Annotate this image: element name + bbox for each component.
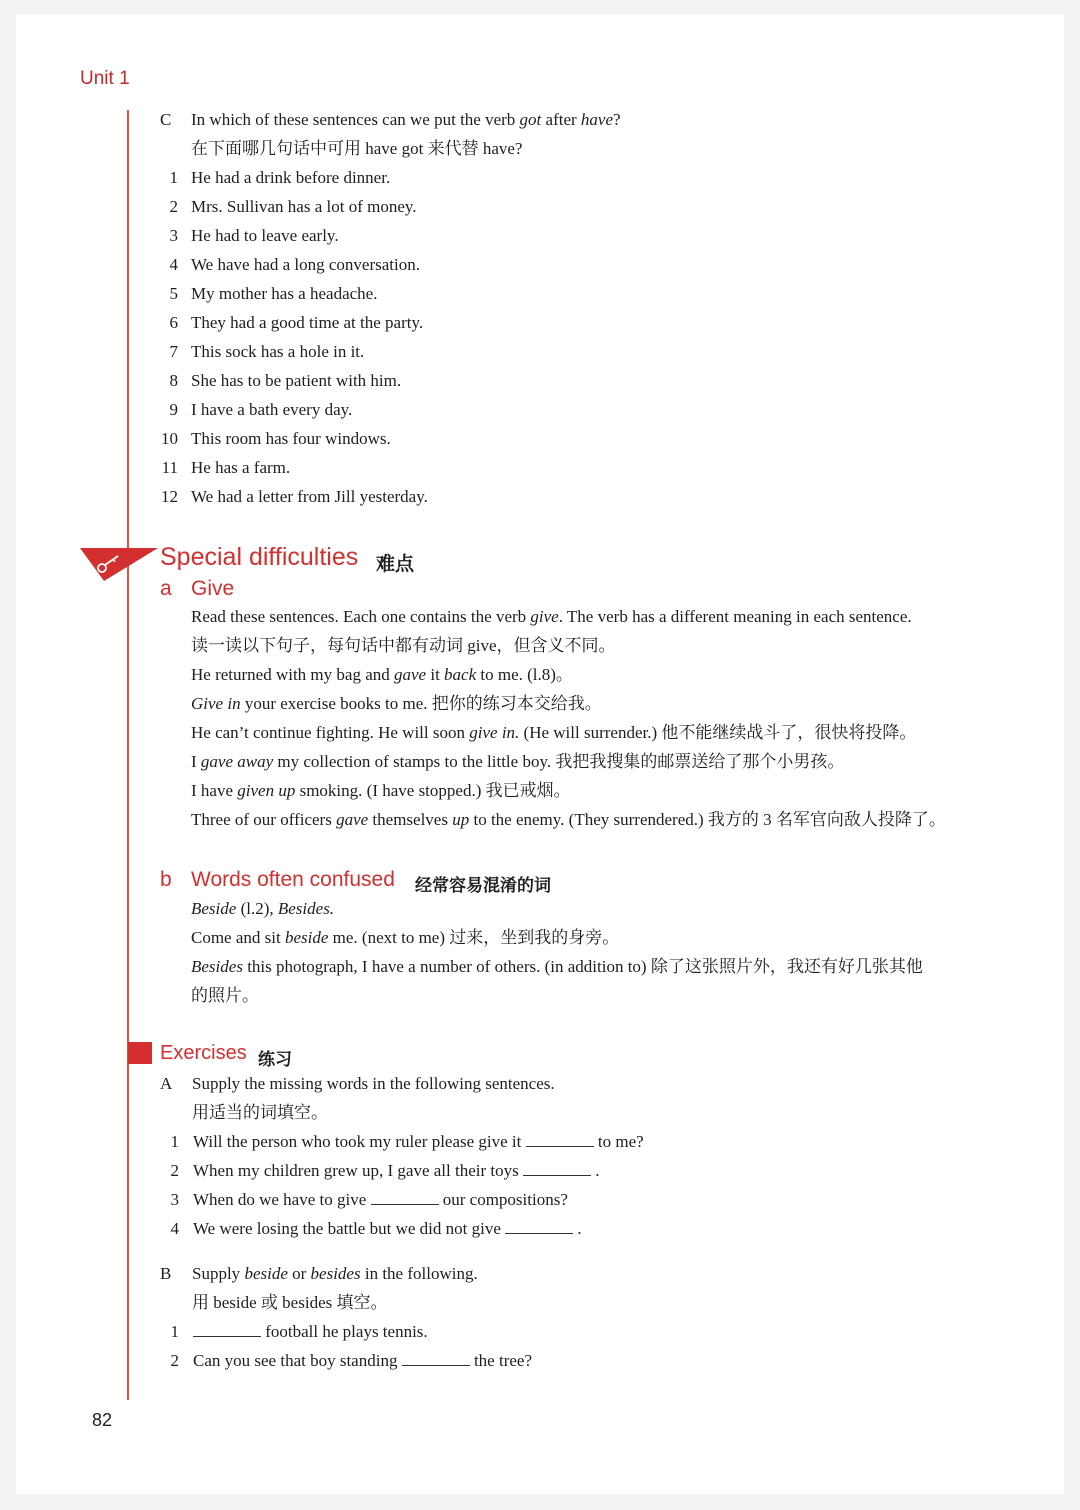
exercise-b-letter: B	[160, 1264, 172, 1283]
item-text: We had a letter from Jill yesterday.	[191, 487, 428, 506]
item-number: 12	[161, 487, 178, 506]
item-number: 7	[169, 342, 178, 361]
answer-blank[interactable]	[523, 1161, 591, 1176]
give-example-1: He returned with my bag and gave it back to me. (l.8)。	[191, 665, 573, 684]
item-text: My mother has a headache.	[191, 284, 378, 303]
give-heading: Give	[191, 577, 235, 600]
exercise-b-instruction: Supply beside or besides in the following.	[192, 1264, 478, 1283]
item-text: We have had a long conversation.	[191, 255, 420, 274]
item-number: 5	[169, 284, 178, 303]
section-c-letter: C	[160, 110, 172, 129]
item-text: This room has four windows.	[191, 429, 391, 448]
item-text: football he plays tennis.	[193, 1322, 428, 1342]
give-letter: a	[160, 577, 172, 600]
exercises-heading-cn: 练习	[258, 1050, 292, 1069]
words-confused-letter: b	[160, 868, 172, 891]
item-text: We were losing the battle but we did not give .	[193, 1219, 582, 1238]
words-confused-heading: Words often confused	[191, 868, 395, 891]
item-number: 9	[169, 400, 178, 419]
besides-example: Besides this photograph, I have a number of others. (in addition to) 除了这张照片外，我还有好几张其他	[191, 957, 923, 976]
unit-label: Unit 1	[80, 68, 130, 89]
item-text: This sock has a hole in it.	[191, 342, 365, 361]
item-text: He has a farm.	[191, 458, 291, 477]
exercise-a-letter: A	[160, 1074, 173, 1093]
item-number: 4	[169, 255, 178, 274]
give-example-6: Three of our officers gave themselves up to the enemy. (They surrendered.) 我方的 3 名军官向敌人投降了。	[191, 810, 946, 829]
exercise-b-instruction-cn: 用 beside 或 besides 填空。	[192, 1293, 388, 1312]
key-flag-icon	[80, 545, 160, 585]
answer-blank[interactable]	[526, 1132, 594, 1147]
item-number: 2	[170, 1351, 179, 1370]
section-c-question-text: In which of these sentences can we put the verb got after have?	[191, 110, 621, 129]
item-number: 8	[169, 371, 178, 390]
besides-example-cont: 的照片。	[191, 986, 259, 1005]
give-intro: Read these sentences. Each one contains the verb give. The verb has a different meaning in each sentence.	[191, 607, 912, 626]
item-text: Can you see that boy standing the tree?	[193, 1351, 532, 1370]
beside-besides-line: Beside (l.2), Besides.	[191, 899, 335, 918]
item-text: When do we have to give our compositions?	[193, 1190, 568, 1209]
item-text: I have a bath every day.	[191, 400, 353, 419]
words-confused-heading-cn: 经常容易混淆的词	[415, 876, 551, 895]
item-number: 4	[170, 1219, 179, 1238]
item-number: 1	[170, 1132, 179, 1151]
exercises-heading: Exercises	[160, 1042, 247, 1064]
exercise-a-instruction-cn: 用适当的词填空。	[192, 1103, 328, 1122]
section-c-question	[160, 110, 621, 130]
give-example-4: I gave away my collection of stamps to the little boy. 我把我搜集的邮票送给了那个小男孩。	[191, 752, 845, 771]
item-text: He had a drink before dinner.	[191, 168, 391, 187]
exercises-marker	[128, 1042, 152, 1064]
answer-blank[interactable]	[371, 1190, 439, 1205]
give-example-2: Give in your exercise books to me. 把你的练习本交给我。	[191, 694, 602, 713]
item-text: He had to leave early.	[191, 226, 339, 245]
section-c-question-cn: 在下面哪几句话中可用 have got 来代替 have?	[191, 139, 523, 158]
item-text: Mrs. Sullivan has a lot of money.	[191, 197, 417, 216]
margin-rule	[127, 110, 129, 1400]
give-intro-cn: 读一读以下句子，每句话中都有动词 give，但含义不同。	[191, 636, 616, 655]
special-difficulties-heading: Special difficulties	[160, 543, 359, 571]
answer-blank[interactable]	[193, 1322, 261, 1337]
answer-blank[interactable]	[402, 1351, 470, 1366]
item-number: 6	[169, 313, 178, 332]
page-number: 82	[92, 1410, 113, 1430]
item-number: 1	[169, 168, 178, 187]
item-number: 3	[169, 226, 178, 245]
answer-blank[interactable]	[505, 1219, 573, 1234]
item-number: 10	[161, 429, 178, 448]
item-text: She has to be patient with him.	[191, 371, 402, 390]
item-text: Will the person who took my ruler please give it to me?	[193, 1132, 644, 1151]
give-example-3: He can’t continue fighting. He will soon give in. (He will surrender.) 他不能继续战斗了，很快将投降。	[191, 723, 917, 742]
item-text: When my children grew up, I gave all their toys .	[193, 1161, 600, 1180]
item-number: 11	[161, 458, 178, 477]
give-example-5: I have given up smoking. (I have stopped.) 我已戒烟。	[191, 781, 571, 800]
item-number: 3	[170, 1190, 179, 1209]
item-text: They had a good time at the party.	[191, 313, 424, 332]
item-number: 2	[169, 197, 178, 216]
beside-example: Come and sit beside me. (next to me) 过来，坐到我的身旁。	[191, 928, 620, 947]
item-number: 2	[170, 1161, 179, 1180]
exercise-a-instruction: Supply the missing words in the following sentences.	[192, 1074, 555, 1093]
item-number: 1	[170, 1322, 179, 1341]
special-difficulties-heading-cn: 难点	[376, 554, 415, 575]
